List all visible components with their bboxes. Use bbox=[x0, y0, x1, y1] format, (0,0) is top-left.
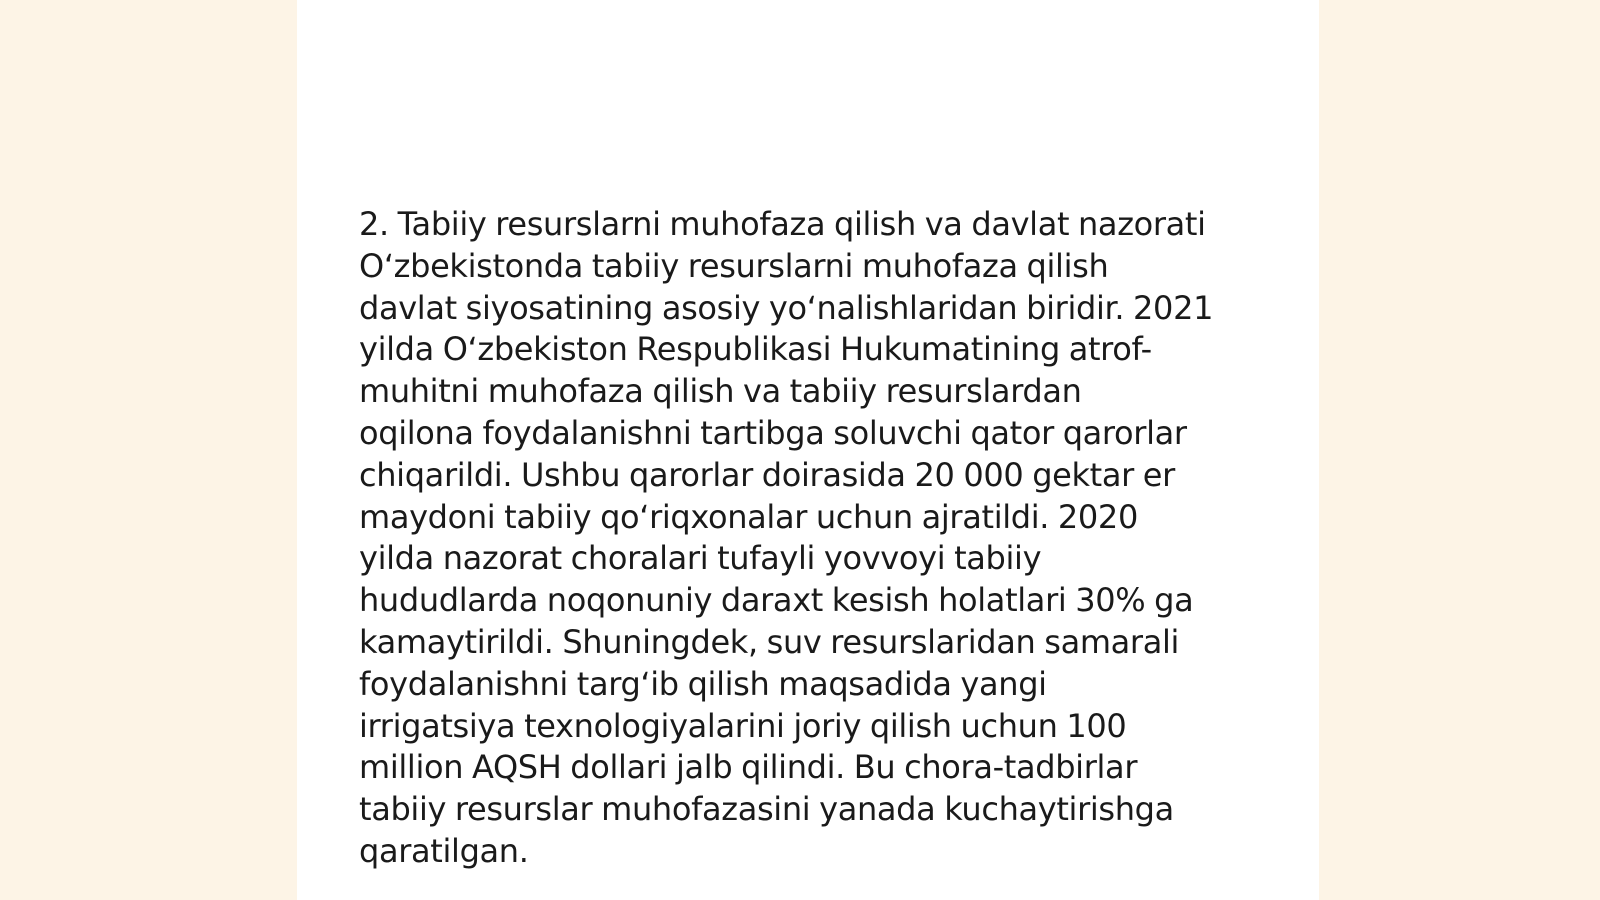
text-line-9: yilda nazorat choralari tufayli yovvoyi tabiiy bbox=[359, 539, 1042, 578]
page-body-text bbox=[359, 204, 1259, 873]
text-line-8: maydoni tabiiy qo‘riqxonalar uchun ajratildi. 2020 bbox=[359, 497, 1138, 536]
text-line-11: kamaytirildi. Shuningdek, suv resurslaridan samarali bbox=[359, 622, 1180, 661]
text-line-13: irrigatsiya texnologiyalarini joriy qilish uchun 100 bbox=[359, 706, 1127, 745]
text-line-7: chiqarildi. Ushbu qarorlar doirasida 20 000 gektar er bbox=[359, 455, 1175, 494]
document-page bbox=[297, 0, 1319, 900]
text-line-12: foydalanishni targ‘ib qilish maqsadida yangi bbox=[359, 664, 1047, 703]
text-line-10: hududlarda noqonuniy daraxt kesish holatlari 30% ga bbox=[359, 581, 1194, 620]
text-line-4: yilda O‘zbekiston Respublikasi Hukumatining atrof- bbox=[359, 330, 1152, 369]
text-line-5: muhitni muhofaza qilish va tabiiy resurslardan bbox=[359, 372, 1082, 411]
text-line-6: oqilona foydalanishni tartibga soluvchi qator qarorlar bbox=[359, 413, 1187, 452]
text-line-2: O‘zbekistonda tabiiy resurslarni muhofaza qilish bbox=[359, 246, 1109, 285]
text-line-14: million AQSH dollari jalb qilindi. Bu chora-tadbirlar bbox=[359, 748, 1138, 787]
text-line-16: qaratilgan. bbox=[359, 831, 529, 870]
text-line-3: davlat siyosatining asosiy yo‘nalishlaridan biridir. 2021 bbox=[359, 288, 1214, 327]
text-line-15: tabiiy resurslar muhofazasini yanada kuchaytirishga bbox=[359, 790, 1174, 829]
text-line-1: 2. Tabiiy resurslarni muhofaza qilish va davlat nazorati bbox=[359, 205, 1206, 243]
